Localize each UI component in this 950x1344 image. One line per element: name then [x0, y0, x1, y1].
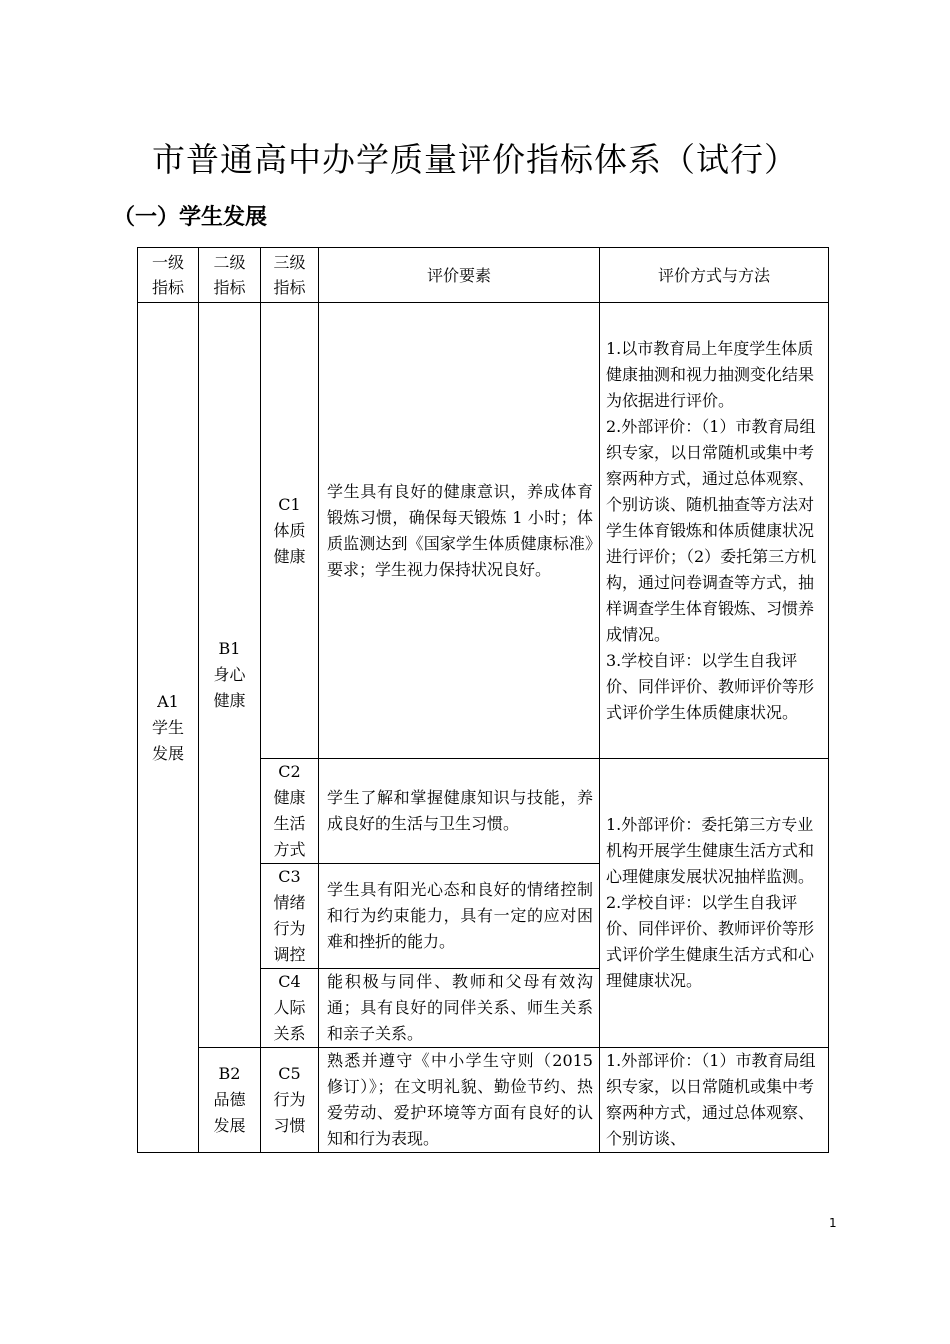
c4-label: C4 人际 关系 [261, 969, 319, 1048]
header-methods: 评价方式与方法 [600, 248, 829, 303]
c2-label: C2 健康 生活 方式 [261, 759, 319, 864]
section-heading: （一）学生发展 [113, 205, 268, 230]
c1-requirement: 学生具有良好的健康意识，养成体育锻炼习惯，确保每天锻炼 1 小时；体质监测达到《国家学生体质健康标准》要求；学生视力保持状况良好。 [319, 303, 600, 759]
b1-cell: B1 身心 健康 [199, 303, 261, 1048]
b2-cell: B2 品德 发展 [199, 1048, 261, 1153]
header-level3: 三级 指标 [261, 248, 319, 303]
table-row [138, 1048, 829, 1153]
a1-cell: A1 学生 发展 [138, 303, 199, 1153]
page-number: 1 [829, 1216, 837, 1230]
c5-method: 1.外部评价：（1）市教育局组织专家，以日常随机或集中考察两种方式，通过总体观察、个别访谈、 [600, 1048, 829, 1153]
table-header-row [138, 248, 829, 303]
c5-label: C5 行为 习惯 [261, 1048, 319, 1153]
table-row [138, 303, 829, 759]
c1-method: 1.以市教育局上年度学生体质健康抽测和视力抽测变化结果为依据进行评价。 2.外部评价：（1）市教育局组织专家，以日常随机或集中考察两种方式，通过总体观察、个别访谈、随机抽查等方法对学生体育锻炼和体质健康状况进行评价；（2）委托第三方机构，通过问卷调查等方式，抽样调查学生体育锻炼、习惯养成情况。 3.学校自评：以学生自我评价、同伴评价、教师评价等形式评价学生体质健康状况。 [600, 303, 829, 759]
page-title: 市普通高中办学质量评价指标体系（试行） [152, 140, 798, 179]
header-level2: 二级 指标 [199, 248, 261, 303]
c1-label: C1 体质 健康 [261, 303, 319, 759]
c2-c4-method: 1.外部评价：委托第三方专业机构开展学生健康生活方式和心理健康发展状况抽样监测。 2.学校自评：以学生自我评价、同伴评价、教师评价等形式评价学生健康生活方式和心理健康状况。 [600, 759, 829, 1048]
c3-requirement: 学生具有阳光心态和良好的情绪控制和行为约束能力，具有一定的应对困难和挫折的能力。 [319, 864, 600, 969]
header-level1: 一级 指标 [138, 248, 199, 303]
header-elements: 评价要素 [319, 248, 600, 303]
c2-requirement: 学生了解和掌握健康知识与技能，养成良好的生活与卫生习惯。 [319, 759, 600, 864]
c5-requirement: 熟悉并遵守《中小学生守则（2015 修订）》；在文明礼貌、勤俭节约、热爱劳动、爱护环境等方面有良好的认知和行为表现。 [319, 1048, 600, 1153]
evaluation-index-table [137, 247, 829, 1153]
c4-requirement: 能积极与同伴、教师和父母有效沟通；具有良好的同伴关系、师生关系和亲子关系。 [319, 969, 600, 1048]
c3-label: C3 情绪 行为 调控 [261, 864, 319, 969]
